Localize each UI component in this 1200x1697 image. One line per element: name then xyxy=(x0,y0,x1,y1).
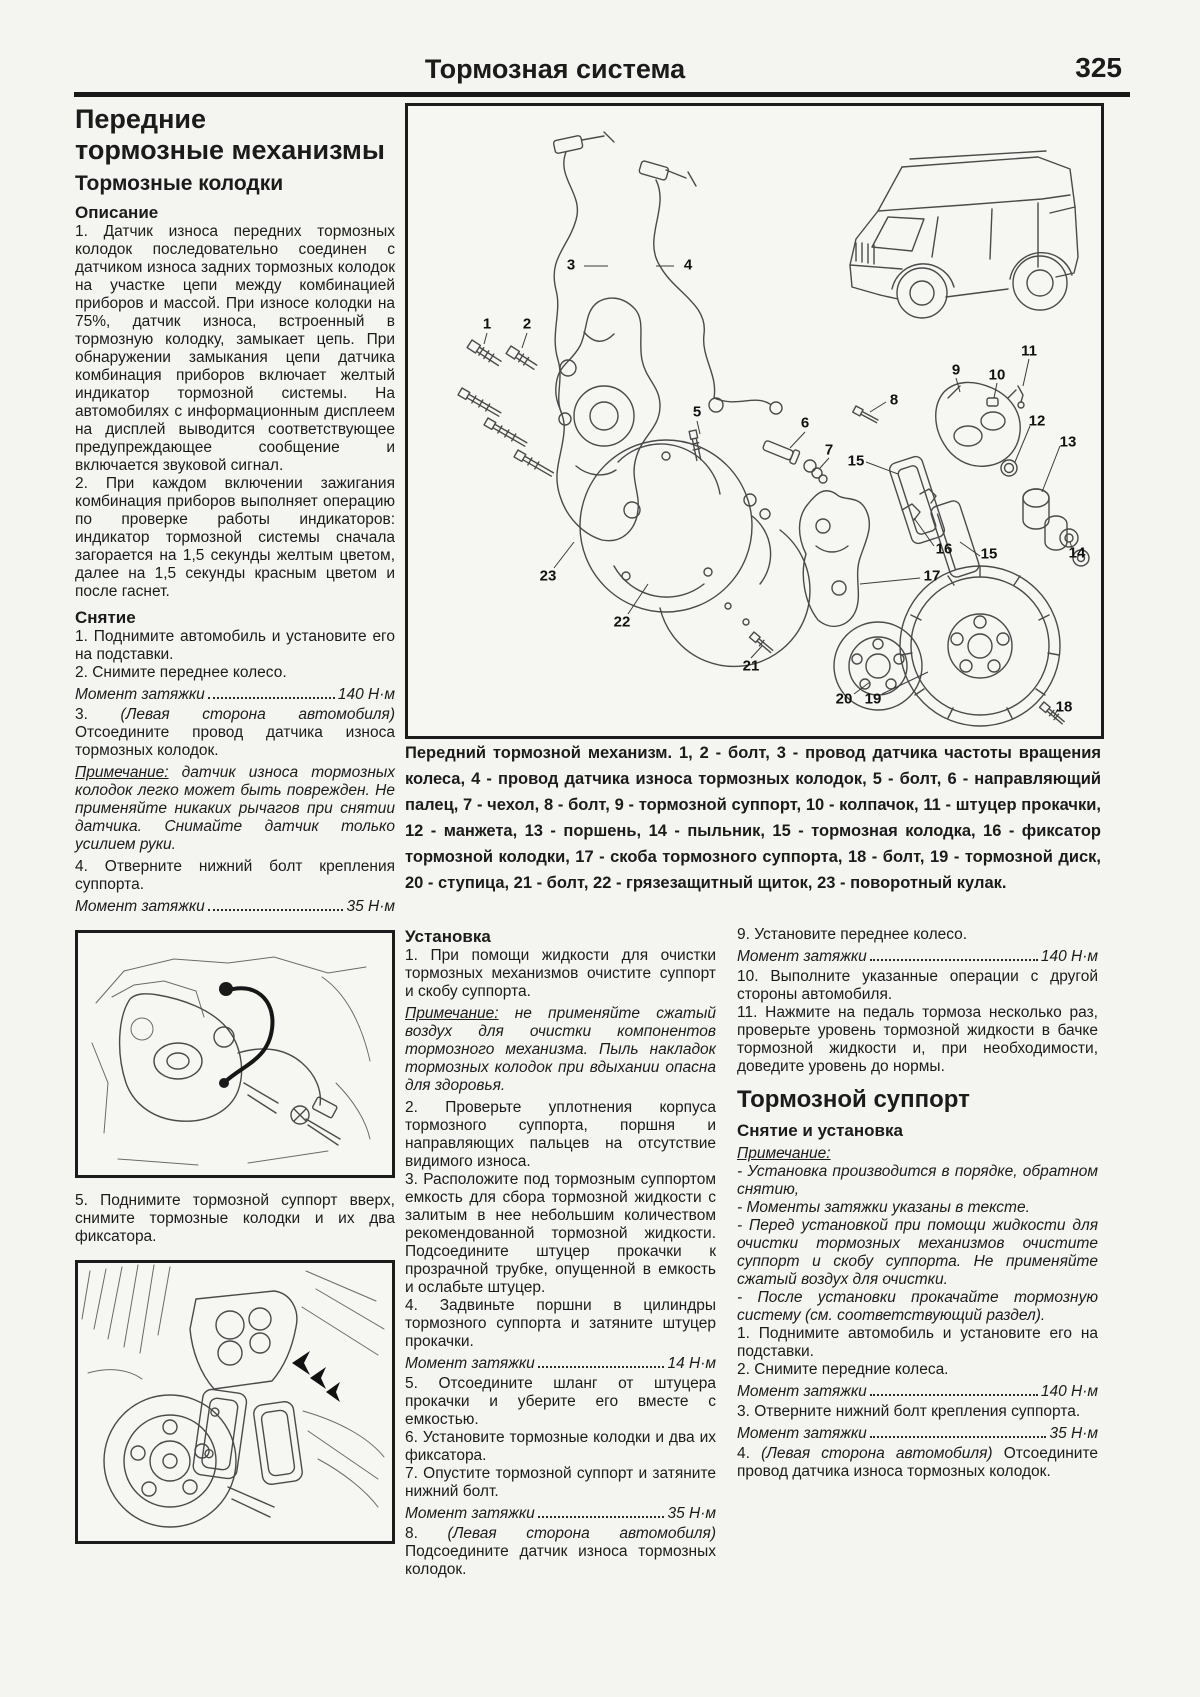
page-header-title: Тормозная система xyxy=(424,54,686,84)
diagram-labels xyxy=(408,106,1101,736)
left-column xyxy=(75,104,395,1544)
torque-label: Момент затяжки xyxy=(405,1355,535,1372)
note-bullet: - После установки прокачайте тормозную систему (см. соответствующий раздел). xyxy=(737,1289,1098,1324)
middle-column xyxy=(405,926,716,1579)
diagram-part-number: 11 xyxy=(1021,342,1037,360)
torque-value: 140 Н·м xyxy=(337,686,395,703)
torque-spec xyxy=(405,1353,716,1373)
diagram-part-number: 3 xyxy=(566,256,576,274)
torque-value: 35 Н·м xyxy=(667,1505,716,1522)
diagram-part-number: 13 xyxy=(1059,433,1077,451)
diagram-part-number: 1 xyxy=(482,315,492,333)
diagram-part-number: 8 xyxy=(889,391,899,409)
diagram-part-number: 17 xyxy=(923,567,941,585)
step: 1. Поднимите автомобиль и установите его на подставки. xyxy=(737,1325,1098,1360)
header-rule xyxy=(74,92,1130,97)
section-title: Передние тормозные механизмы xyxy=(75,104,385,165)
torque-spec xyxy=(737,1381,1098,1401)
step: 3. (Левая сторона автомобиля) Отсоедините провод датчика износа тормозных колодок. xyxy=(75,706,395,759)
diagram-part-number: 15 xyxy=(847,452,865,470)
right-column xyxy=(737,926,1098,1481)
torque-label: Момент затяжки xyxy=(405,1505,535,1522)
torque-leader-dots xyxy=(538,1503,665,1518)
caliper-sensor-drawing xyxy=(78,933,392,1175)
step: 4. Отверните нижний болт крепления суппорта. xyxy=(75,858,395,893)
diagram-part-number: 10 xyxy=(988,366,1006,384)
step: 4. Задвиньте поршни в цилиндры тормозного суппорта и затяните штуцер прокачки. xyxy=(405,1297,716,1350)
torque-value: 140 Н·м xyxy=(1040,948,1098,965)
torque-value: 35 Н·м xyxy=(346,898,395,915)
body-paragraph: 1. Датчик износа передних тормозных колодок последовательно соединен с датчиком износа задних тормозных колодок на участке цепи между комбинацией приборов и массой. При износе колодки на 75%, датчик износа, встроенный в тормозную колодку, замыкает цепь. При обнаружении замыкания цепи датчика комбинация приборов включает желтый индикатор тормозной системы. На автомобилях с информационным дисплеем на дисплей выводится соответствующее предупреждающее сообщение и включается звуковой сигнал. xyxy=(75,223,395,474)
diagram-part-number: 19 xyxy=(864,690,882,708)
step: 8. (Левая сторона автомобиля) Подсоедините датчик износа тормозных колодок. xyxy=(405,1525,716,1578)
diagram-part-number: 9 xyxy=(951,361,961,379)
caliper-subsection-title: Снятие и установка xyxy=(737,1121,903,1140)
step: 1. Поднимите автомобиль и установите его на подставки. xyxy=(75,628,395,663)
pads-removal-illustration xyxy=(75,1260,395,1544)
torque-label: Момент затяжки xyxy=(737,1383,867,1400)
description-heading: Описание xyxy=(75,203,159,222)
caliper-sensor-illustration xyxy=(75,930,395,1178)
note-bullet: - Установка производится в порядке, обратном снятию, xyxy=(737,1163,1098,1198)
torque-leader-dots xyxy=(870,946,1038,961)
step: 9. Установите переднее колесо. xyxy=(737,926,968,943)
diagram-part-number: 7 xyxy=(824,441,834,459)
direction-arrow-icon xyxy=(292,1351,340,1402)
torque-value: 14 Н·м xyxy=(667,1355,716,1372)
step: 2. Снимите передние колеса. xyxy=(737,1361,949,1378)
note: Примечание: не применяйте сжатый воздух для очистки компонентов тормозного механизма. Пыль накладок тормозных колодок при вдыхании опасна для здоровья. xyxy=(405,1005,716,1094)
step: 4. (Левая сторона автомобиля) Отсоедините провод датчика износа тормозных колодок. xyxy=(737,1445,1099,1480)
note: Примечание: датчик износа тормозных колодок легко может быть поврежден. Не применяйте никаких рычагов при снятии датчика. Снимайте датчик только усилием руки. xyxy=(75,764,395,853)
note: Примечание: xyxy=(737,1145,831,1162)
diagram-part-number: 21 xyxy=(742,657,760,675)
torque-leader-dots xyxy=(208,684,335,699)
step: 6. Установите тормозные колодки и два их фиксатора. xyxy=(405,1429,716,1464)
torque-label: Момент затяжки xyxy=(737,948,867,965)
pads-removal-drawing xyxy=(78,1263,392,1541)
torque-spec xyxy=(75,896,395,916)
diagram-part-number: 22 xyxy=(613,613,631,631)
step: 2. Снимите переднее колесо. xyxy=(75,664,287,681)
diagram-part-number: 16 xyxy=(935,540,953,558)
subsection-title: Тормозные колодки xyxy=(75,172,284,195)
caliper-section-title: Тормозной суппорт xyxy=(737,1086,970,1113)
diagram-caption: Передний тормозной механизм. 1, 2 - болт, 3 - провод датчика частоты вращения колеса, 4 - провод датчика износа тормозных колодок, 5 - болт, 6 - направляющий палец, 7 - чехол, 8 - болт, 9 - тормозной суппорт, 10 - колпачок, 11 - штуцер прокачки, 12 - манжета, 13 - поршень, 14 - пыльник, 15 - тормозная колодка, 16 - фиксатор тормозной колодки, 17 - скоба тормозного суппорта, 18 - болт, 19 - тормозной диск, 20 - ступица, 21 - болт, 22 - грязезащитный щиток, 23 - поворотный кулак. xyxy=(405,744,1101,892)
step: 7. Опустите тормозной суппорт и затяните нижний болт. xyxy=(405,1465,716,1500)
exploded-view-figure xyxy=(405,103,1104,739)
step: 3. Расположите под тормозным суппортом емкость для сбора тормозной жидкости с залитым в нее небольшим количеством рекомендованной тормозной жидкости. Подсоедините штуцер прокачки к прозрачной трубке, опущенной в емкость и ослабьте штуцер. xyxy=(405,1171,716,1296)
note-bullet: - Перед установкой при помощи жидкости для очистки тормозных механизмов очистите суппорт и скобу суппорта. Не применяйте сжатый воздух для очистки. xyxy=(737,1217,1098,1288)
diagram-part-number: 5 xyxy=(692,403,702,421)
step: 1. При помощи жидкости для очистки тормозных механизмов очистите суппорт и скобу суппорта. xyxy=(405,947,716,1000)
torque-spec xyxy=(737,946,1098,966)
diagram-part-number: 12 xyxy=(1028,412,1046,430)
diagram-part-number: 4 xyxy=(683,256,693,274)
diagram-part-number: 15 xyxy=(980,545,998,563)
note-bullet: - Моменты затяжки указаны в тексте. xyxy=(737,1199,1030,1216)
torque-label: Момент затяжки xyxy=(75,898,205,915)
diagram-part-number: 6 xyxy=(800,414,810,432)
diagram-part-number: 14 xyxy=(1068,544,1086,562)
diagram-part-number: 2 xyxy=(522,315,532,333)
diagram-part-number: 23 xyxy=(539,567,557,585)
torque-spec xyxy=(737,1423,1098,1443)
step: 5. Отсоедините шланг от штуцера прокачки и уберите его вместе с емкостью. xyxy=(405,1375,716,1428)
install-heading: Установка xyxy=(405,927,491,946)
torque-value: 35 Н·м xyxy=(1049,1425,1098,1442)
torque-spec xyxy=(405,1503,716,1523)
figure-caption-step: 5. Поднимите тормозной суппорт вверх, снимите тормозные колодки и их два фиксатора. xyxy=(75,1192,395,1245)
step: 2. Проверьте уплотнения корпуса тормозного суппорта, поршня и направляющих пальцев на отсутствие видимого износа. xyxy=(405,1099,716,1170)
removal-heading: Снятие xyxy=(75,608,136,627)
note-bullets xyxy=(737,1163,1098,1325)
torque-leader-dots xyxy=(538,1353,665,1368)
torque-leader-dots xyxy=(870,1423,1047,1438)
torque-leader-dots xyxy=(208,896,344,911)
torque-value: 140 Н·м xyxy=(1040,1383,1098,1400)
step: 3. Отверните нижний болт крепления суппорта. xyxy=(737,1403,1081,1420)
step: 11. Нажмите на педаль тормоза несколько раз, проверьте уровень тормозной жидкости в бачке тормозной жидкости и, при необходимости, доведите уровень до нормы. xyxy=(737,1004,1098,1075)
page-number: 325 xyxy=(1075,52,1122,83)
diagram-part-number: 18 xyxy=(1055,698,1073,716)
torque-label: Момент затяжки xyxy=(737,1425,867,1442)
body-paragraph: 2. При каждом включении зажигания комбинация приборов выполняет операцию по проверке работы индикаторов: индикатор тормозной системы сначала загорается на 1,5 секунды желтым цветом, далее на 1,5 секунды красным цветом и после гаснет. xyxy=(75,475,395,600)
torque-spec xyxy=(75,684,395,704)
torque-leader-dots xyxy=(870,1381,1038,1396)
diagram-part-number: 20 xyxy=(835,690,853,708)
step: 10. Выполните указанные операции с другой стороны автомобиля. xyxy=(737,968,1098,1003)
torque-label: Момент затяжки xyxy=(75,686,205,703)
